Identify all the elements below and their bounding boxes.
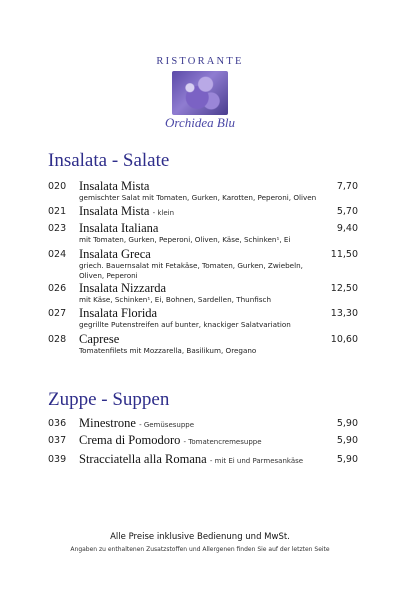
logo-script-name: Orchidea Blu	[165, 115, 235, 130]
item-description: Tomatenfilets mit Mozzarella, Basilikum, Oregano	[79, 346, 257, 355]
item-description: gemischter Salat mit Tomaten, Gurken, Karotten, Peperoni, Oliven	[79, 193, 317, 202]
item-description: griech. Bauernsalat mit Fetakäse, Tomaten, Gurken, Zwiebeln, Oliven, Peperoni	[79, 261, 303, 280]
item-name: Insalata Florida	[79, 306, 158, 320]
item-description: gegrillte Putenstreifen auf bunter, knackiger Salatvariation	[79, 320, 291, 329]
item-price: 7,70	[336, 181, 358, 192]
item-number: 039	[48, 454, 67, 465]
item-price: 12,50	[330, 283, 358, 294]
item-note: - Tomatencremesuppe	[183, 438, 262, 446]
restaurant-logo	[0, 56, 400, 130]
item-number: 036	[48, 418, 67, 429]
item-name: Stracciatella alla Romana - mit Ei und Parmesankäse	[79, 452, 304, 466]
item-number: 021	[48, 206, 67, 217]
item-name: Insalata Nizzarda	[79, 281, 167, 295]
item-note: - Gemüsesuppe	[139, 421, 195, 429]
footer-price-note: Alle Preise inklusive Bedienung und MwSt.	[110, 532, 290, 542]
item-name: Minestrone - Gemüsesuppe	[79, 416, 195, 430]
item-number: 024	[48, 249, 67, 260]
item-name: Insalata Mista - klein	[79, 204, 175, 218]
item-note: - mit Ei und Parmesankäse	[209, 457, 304, 465]
item-price: 5,70	[336, 206, 358, 217]
item-number: 026	[48, 283, 67, 294]
item-description: mit Käse, Schinken¹, Ei, Bohnen, Sardellen, Thunfisch	[79, 295, 272, 304]
item-name: Insalata Mista	[79, 179, 150, 193]
item-number: 023	[48, 223, 67, 234]
item-price: 5,90	[336, 435, 358, 446]
item-name: Insalata Greca	[79, 247, 151, 261]
item-price: 5,90	[336, 418, 358, 429]
item-price: 9,40	[336, 223, 358, 234]
item-price: 13,30	[330, 308, 358, 319]
orchid-photo-icon	[172, 71, 228, 115]
section-title-soups: Zuppe - Suppen	[48, 389, 170, 410]
item-name: Insalata Italiana	[79, 221, 159, 235]
item-number: 028	[48, 334, 67, 345]
footer-allergen-note: Angaben zu enthaltenen Zusatzstoffen und Allergenen finden Sie auf der letzten Seite	[70, 546, 330, 553]
item-price: 10,60	[330, 334, 358, 345]
section-title-salads: Insalata - Salate	[48, 150, 170, 171]
item-note: - klein	[152, 209, 175, 217]
item-name: Caprese	[79, 332, 120, 346]
item-number: 020	[48, 181, 67, 192]
item-number: 037	[48, 435, 67, 446]
logo-wordmark: RISTORANTE	[156, 56, 244, 67]
item-name: Crema di Pomodoro - Tomatencremesuppe	[79, 433, 262, 447]
item-description: mit Tomaten, Gurken, Peperoni, Oliven, Käse, Schinken¹, Ei	[79, 235, 291, 244]
item-price: 11,50	[330, 249, 358, 260]
item-number: 027	[48, 308, 67, 319]
item-price: 5,90	[336, 454, 358, 465]
